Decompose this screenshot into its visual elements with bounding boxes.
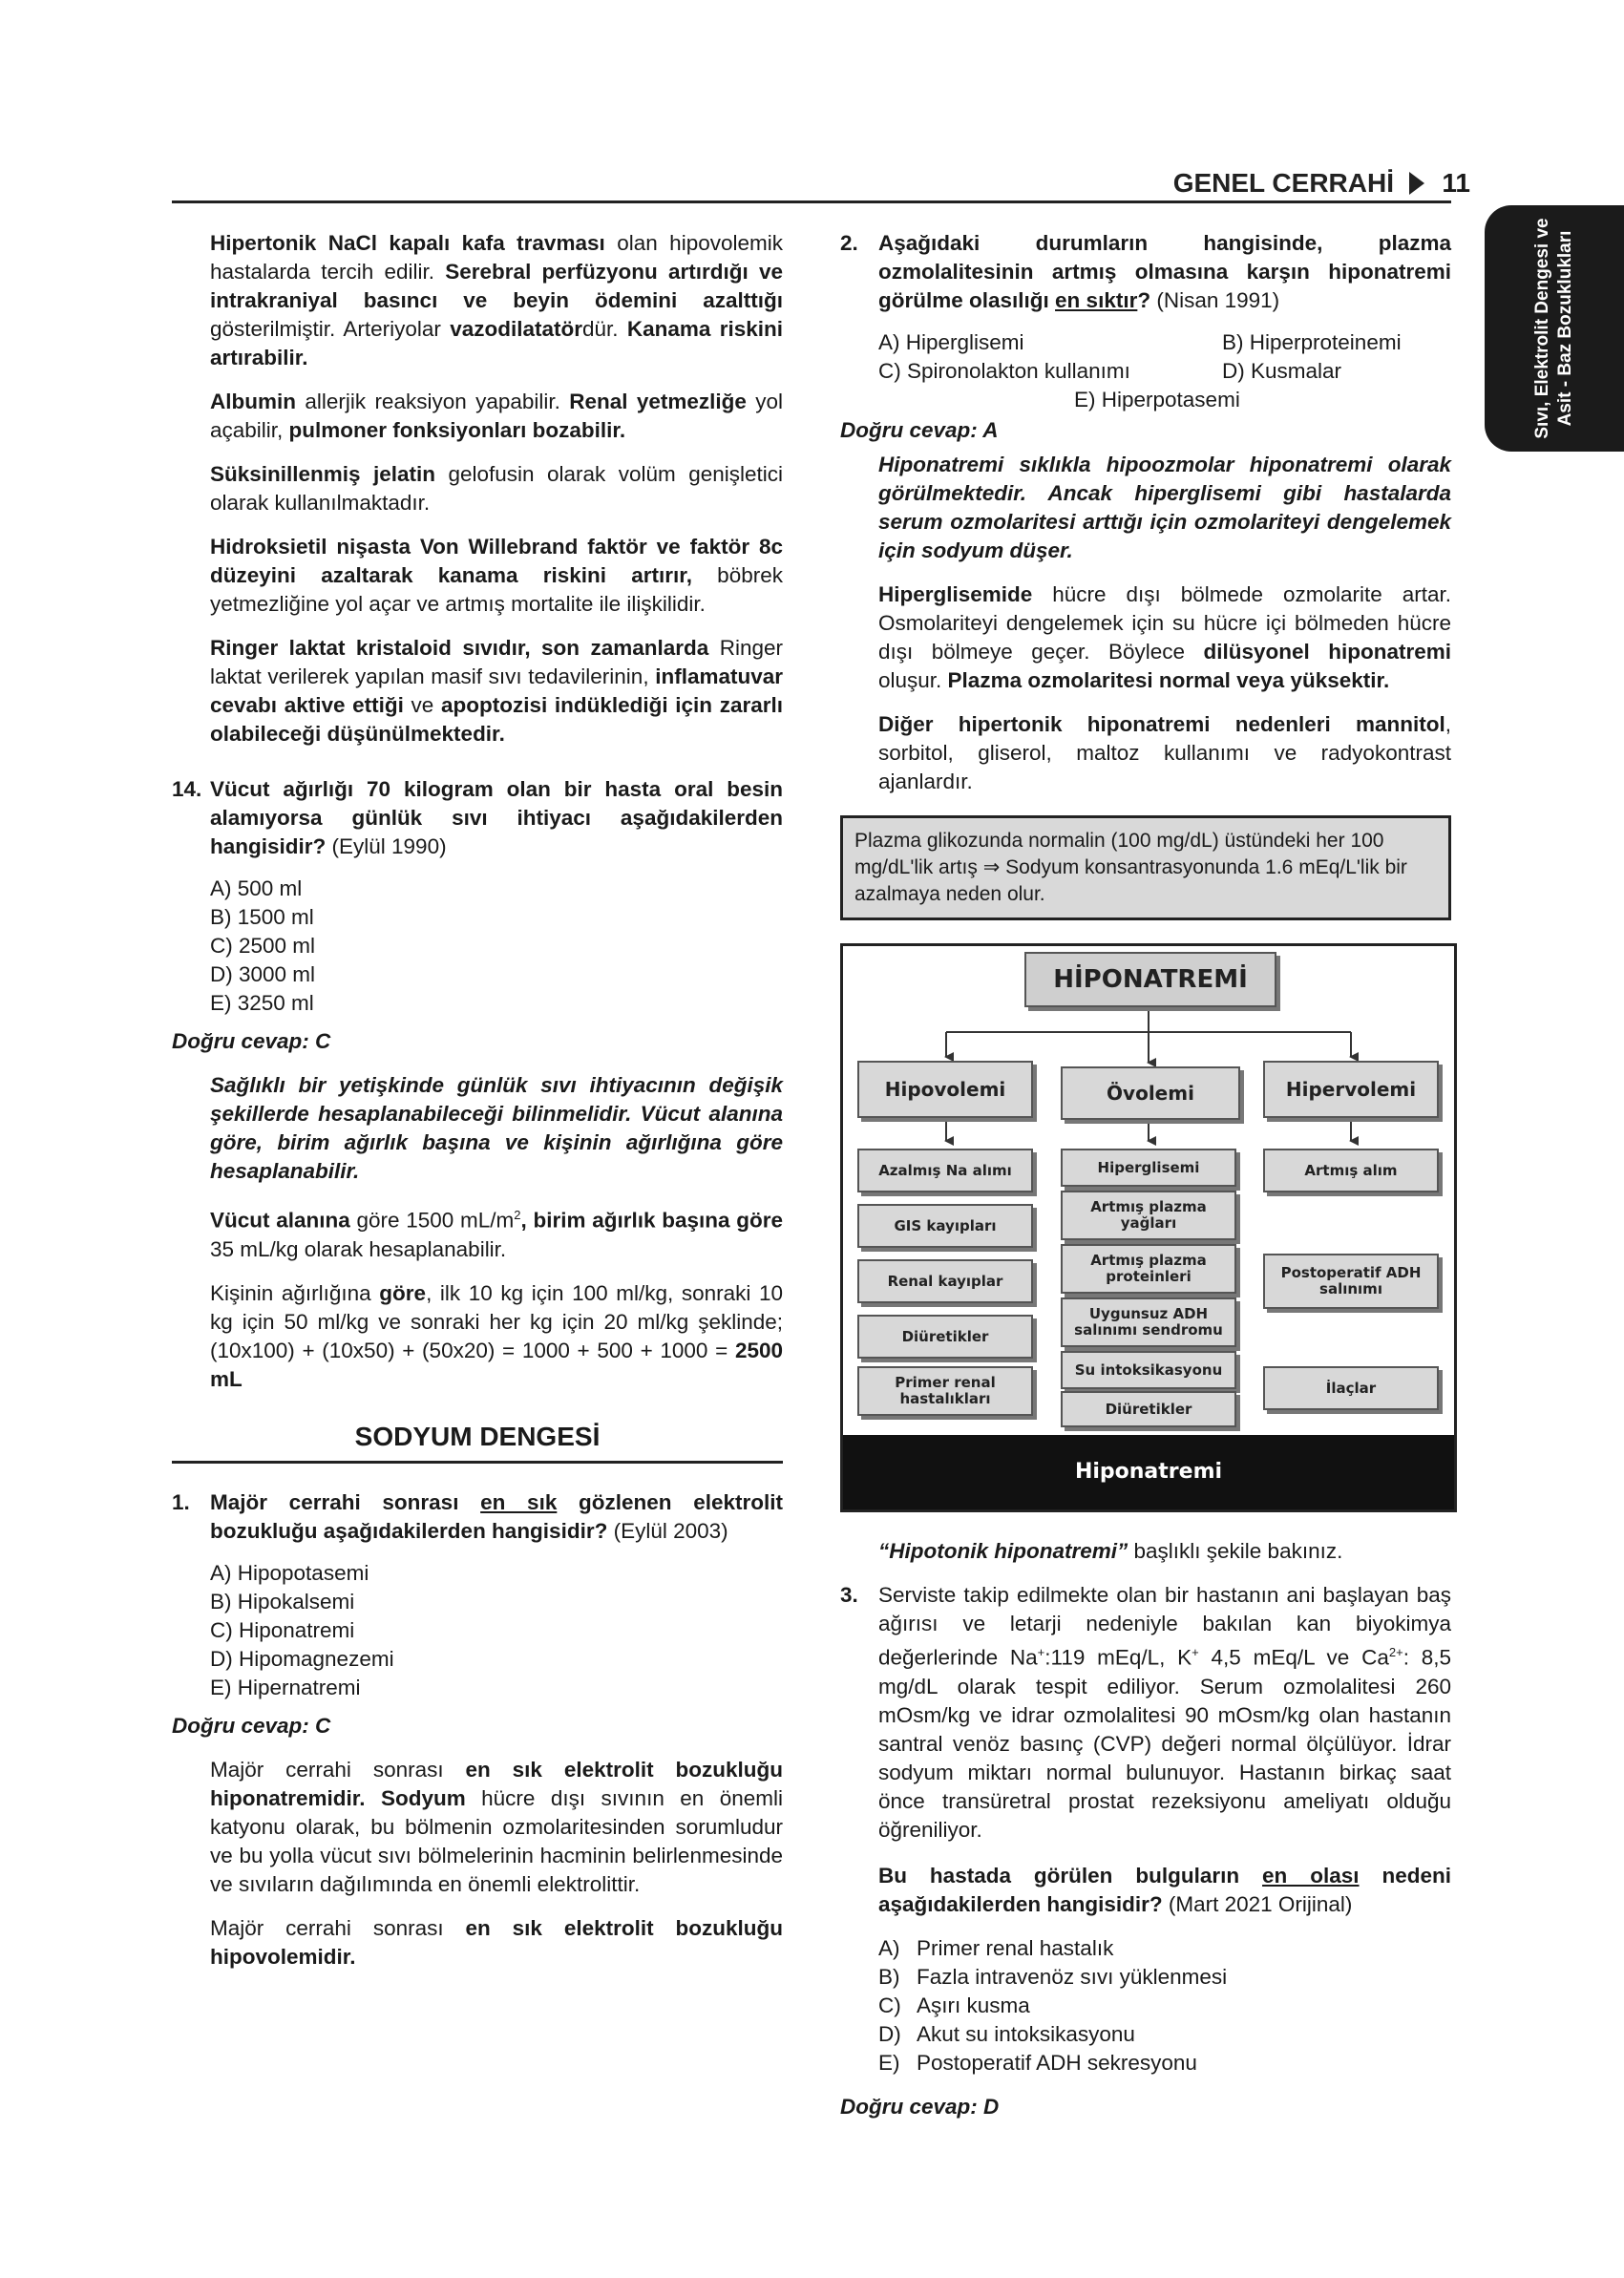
text-bold: Süksinillenmiş jelatin bbox=[210, 462, 436, 486]
text: gösterilmiştir. Arteriyolar bbox=[210, 317, 451, 341]
question-number: 2. bbox=[840, 231, 858, 255]
option-letter: A) bbox=[878, 330, 900, 354]
answer-q1: Doğru cevap: C bbox=[172, 1713, 331, 1738]
diagram-item: Diüretikler bbox=[857, 1315, 1033, 1359]
option-letter: B) bbox=[1222, 330, 1244, 354]
option-text: Aşırı kusma bbox=[917, 1993, 1030, 2017]
text-bold: 2500 mL bbox=[210, 1338, 783, 1391]
page-header bbox=[172, 164, 1470, 202]
option-text: Hipokalsemi bbox=[231, 1589, 355, 1614]
question-stem bbox=[210, 1488, 783, 1546]
diagram-item: Postoperatif ADH salınımı bbox=[1263, 1254, 1439, 1309]
explanation-q14-2 bbox=[210, 1201, 783, 1264]
superscript: 2 bbox=[514, 1208, 521, 1222]
text-bold: Hidroksietil nişasta Von Willebrand faktör ve faktör 8c düzeyini azaltarak kanama riskini artırır, bbox=[210, 535, 783, 587]
text: 4,5 mEq/L ve Ca bbox=[1198, 1645, 1389, 1670]
text-bold: Diğer hipertonik hiponatremi nedenleri mannitol bbox=[878, 712, 1445, 736]
question-1 bbox=[172, 1488, 783, 1546]
stem-text: ? bbox=[1137, 288, 1151, 312]
text-bold: Kanama riskini artırabilir. bbox=[210, 317, 784, 369]
option-text: Primer renal hastalık bbox=[917, 1935, 1114, 1960]
diagram-item: Azalmış Na alımı bbox=[857, 1149, 1033, 1192]
diagram-item: Primer renal hastalıkları bbox=[857, 1366, 1033, 1416]
option-letter: B) bbox=[210, 1589, 232, 1614]
option-a bbox=[210, 875, 783, 903]
option-letter: C) bbox=[210, 934, 233, 958]
text-bold: Ringer laktat kristaloid sıvıdır, son zamanlarda bbox=[210, 636, 709, 660]
question-3 bbox=[840, 1581, 1451, 1845]
chapter-side-tab bbox=[1485, 205, 1624, 452]
option-a bbox=[878, 1934, 1451, 1963]
options-q14 bbox=[210, 875, 783, 1018]
text: oluşur. bbox=[878, 668, 948, 692]
section-title: SODYUM DENGESİ bbox=[354, 1421, 601, 1451]
side-tab-line2: Asit - Baz Bozuklukları bbox=[1555, 230, 1575, 427]
text: :119 mEq/L, K bbox=[1044, 1645, 1192, 1670]
answer-q2: Doğru cevap: A bbox=[840, 418, 999, 442]
option-c bbox=[210, 1616, 783, 1645]
diagram-category-hipervolemi: Hipervolemi bbox=[1263, 1061, 1439, 1118]
text-bold: en sık elektrolit bozukluğu hiponatremidir. bbox=[210, 1757, 783, 1810]
explanation-q1-2 bbox=[210, 1914, 783, 1972]
text-bold: , bbox=[520, 1208, 534, 1233]
option-text: Hiperglisemi bbox=[899, 330, 1024, 354]
option-b bbox=[210, 903, 783, 932]
text-bold: göre bbox=[379, 1280, 427, 1305]
text: , sorbitol, gliserol, maltoz kullanımı ve radyokontrast ajanlardır. bbox=[878, 712, 1451, 793]
option-text: Akut su intoksikasyonu bbox=[917, 2021, 1135, 2046]
options-q1 bbox=[210, 1559, 783, 1702]
text-bold: inflamatuvar cevabı aktive ettiği bbox=[210, 664, 783, 717]
text-bold: Serebral perfüzyonu artırdığı ve intrakraniyal basıncı ve beyin ödemini azalttığı bbox=[210, 260, 783, 312]
stem-text: Aşağıdaki durumların hangisinde, plazma ozmolalitesinin artmış olmasına karşın hiponatremi görülme olasılığı bbox=[878, 231, 1451, 312]
option-letter: E) bbox=[210, 1675, 232, 1699]
paragraph-gelatin bbox=[210, 460, 783, 517]
diagram-item: Artmış alım bbox=[1263, 1149, 1439, 1192]
text: : 8,5 mg/dL olarak tespit ediliyor. Serum ozmolalitesi 260 mOsm/kg ve idrar ozmolalitesi 90 mOsm/kg olan hastanın santral venöz basınç (CVP) değeri normal ölçülüyor. İdrar sodyum miktarı normal bulunuyor. Hastanın birkaç saat önce transüretral prostat rezeksiyonu ameliyatı olduğu öğreniliyor. bbox=[878, 1645, 1451, 1842]
diagram-category-ovolemi: Övolemi bbox=[1061, 1066, 1240, 1120]
text: Serviste takip edilmekte olan bir hastanın ani başlayan baş ağırısı ve letarji nedeniyle bakılan kan biyokimya değerlerinde Na bbox=[878, 1583, 1451, 1670]
option-d bbox=[210, 1645, 783, 1674]
superscript: + bbox=[1037, 1645, 1045, 1659]
option-letter: D) bbox=[878, 2021, 901, 2046]
question-stem bbox=[210, 775, 783, 861]
option-letter: D) bbox=[1222, 359, 1245, 383]
text-bold: dilüsyonel hiponatremi bbox=[1203, 640, 1452, 664]
option-d bbox=[878, 2020, 1451, 2049]
diagram-item: GIS kayıpları bbox=[857, 1204, 1033, 1248]
text-bold: Sodyum bbox=[380, 1785, 466, 1810]
figure-reference bbox=[878, 1537, 1451, 1566]
option-letter: B) bbox=[878, 1964, 900, 1989]
stem-underlined: en sıktır bbox=[1055, 288, 1138, 312]
paragraph-hypertonic-nacl bbox=[210, 229, 783, 372]
explanation-q1-1 bbox=[210, 1756, 783, 1899]
question-number: 14. bbox=[172, 777, 202, 801]
text: Majör cerrahi sonrası bbox=[210, 1757, 466, 1782]
diagram-caption: Hiponatremi bbox=[843, 1435, 1454, 1509]
text: Majör cerrahi sonrası bbox=[210, 1915, 466, 1940]
paragraph-albumin bbox=[210, 388, 783, 445]
question-date: (Nisan 1991) bbox=[1150, 288, 1280, 312]
text-bold: Hiperglisemide bbox=[878, 582, 1033, 606]
paragraph-hydroxyethyl-starch bbox=[210, 533, 783, 619]
superscript: 2+ bbox=[1388, 1645, 1403, 1659]
option-e bbox=[878, 2049, 1451, 2078]
option-d bbox=[1222, 357, 1451, 386]
side-tab-line1: Sıvı, Elektrolit Dengesi ve bbox=[1532, 218, 1552, 439]
text-bold: en sık elektrolit bozukluğu hipovolemidir. bbox=[210, 1915, 783, 1969]
arrow-icon: ⇒ bbox=[982, 856, 1001, 878]
text: göre 1500 mL/m bbox=[349, 1208, 515, 1233]
section-rule bbox=[172, 1461, 783, 1464]
text: 35 mL/kg olarak hesaplanabilir. bbox=[210, 1236, 507, 1261]
question-number: 1. bbox=[172, 1489, 190, 1514]
stem-underlined: en sık bbox=[480, 1489, 558, 1514]
answer-q14: Doğru cevap: C bbox=[172, 1029, 331, 1053]
option-text: Hipopotasemi bbox=[231, 1560, 369, 1585]
text: başlıklı şekile bakınız. bbox=[1128, 1539, 1343, 1563]
diagram-item: Hiperglisemi bbox=[1061, 1149, 1236, 1187]
diagram-root: HİPONATREMİ bbox=[1024, 952, 1276, 1007]
option-letter: A) bbox=[210, 1560, 232, 1585]
text: ve bbox=[403, 693, 441, 717]
option-c bbox=[878, 1992, 1451, 2020]
explanation-q2-3 bbox=[878, 710, 1451, 796]
text-bold: Albumin bbox=[210, 390, 296, 413]
option-letter: E) bbox=[878, 2050, 900, 2075]
explanation-q2-1: Hiponatremi sıklıkla hipoozmolar hiponatremi olarak görülmektedir. Ancak hiperglisemi gibi hastalarda serum ozmolaritesi arttığı için ozmolariteyi dengelemek için sodyum düşer. bbox=[878, 453, 1451, 562]
text: hücre dışı bölmede ozmolarite artar. Osmolariteyi dengelemek için su hücre içi bölmeden hücre dışı bölmeye geçer. Böylece bbox=[878, 582, 1451, 664]
option-letter: E) bbox=[210, 991, 232, 1015]
question-date: (Mart 2021 Orijinal) bbox=[1162, 1891, 1353, 1916]
text-bold: na bbox=[325, 1208, 350, 1233]
side-tab-text bbox=[1531, 218, 1577, 438]
question-2 bbox=[840, 229, 1451, 315]
question-case bbox=[878, 1581, 1451, 1845]
question-number: 3. bbox=[840, 1583, 858, 1607]
text: Sodyum konsantrasyonunda 1.6 mEq/L'lik bir azalmaya neden olur. bbox=[854, 856, 1407, 905]
stem-text: Majör cerrahi sonrası bbox=[210, 1489, 481, 1514]
question-3-stem bbox=[878, 1862, 1451, 1919]
option-letter: D) bbox=[210, 1646, 233, 1671]
header-section-title: GENEL CERRAHİ bbox=[1172, 168, 1394, 198]
options-q3 bbox=[878, 1934, 1451, 2078]
option-c bbox=[878, 357, 1222, 386]
option-text: Hipomagnezemi bbox=[232, 1646, 394, 1671]
diagram-item: Uygunsuz ADH salınımı sendromu bbox=[1061, 1297, 1236, 1347]
option-letter: E) bbox=[1074, 388, 1096, 411]
info-box bbox=[840, 815, 1451, 920]
text-bold: Renal yetmezliğe bbox=[569, 390, 747, 413]
explanation-q2-2 bbox=[878, 580, 1451, 695]
option-e bbox=[210, 1674, 783, 1702]
stem-underlined: en olası bbox=[1262, 1863, 1360, 1888]
question-date: (Eylül 2003) bbox=[607, 1518, 728, 1543]
figure-title: “Hipotonik hiponatremi” bbox=[878, 1539, 1128, 1563]
option-b bbox=[210, 1588, 783, 1616]
diagram-item: İlaçlar bbox=[1263, 1366, 1439, 1410]
page-number: 11 bbox=[1442, 168, 1470, 198]
diagram-item: Su intoksikasyonu bbox=[1061, 1351, 1236, 1389]
text-bold: birim ağırlık başına göre bbox=[533, 1208, 783, 1233]
text: allerjik reaksiyon yapabilir. bbox=[296, 390, 570, 413]
hyponatremia-diagram bbox=[840, 943, 1457, 1512]
option-e bbox=[210, 989, 783, 1018]
diagram-item: Renal kayıplar bbox=[857, 1259, 1033, 1303]
answer-q3: Doğru cevap: D bbox=[840, 2094, 1000, 2119]
right-column bbox=[840, 229, 1451, 2137]
question-14 bbox=[172, 775, 783, 861]
option-text: Hiponatremi bbox=[232, 1617, 355, 1642]
option-text: Hiperproteinemi bbox=[1243, 330, 1402, 354]
text-bold: Plazma ozmolaritesi normal veya yüksektir. bbox=[947, 668, 1390, 692]
option-text: 3000 ml bbox=[232, 962, 316, 986]
option-a bbox=[210, 1559, 783, 1588]
text-bold: vazodilatatör bbox=[450, 317, 582, 341]
option-letter: A) bbox=[878, 1935, 900, 1960]
text-bold: Hipertonik NaCl kapalı kafa travması bbox=[210, 231, 605, 255]
stem-text: Vücut ağırlığı 70 kilogram olan bir hasta oral besin alamıyorsa günlük sıvı ihtiyacı aşağıdakilerden hangisidir? bbox=[210, 777, 783, 858]
option-c bbox=[210, 932, 783, 960]
explanation-q14-1: Sağlıklı bir yetişkinde günlük sıvı ihtiyacının değişik şekillerde hesaplanabileceği bilinmelidir. Vücut alanına göre, birim ağırlık başına ve kişinin ağırlığına göre hesaplanabilir. bbox=[210, 1073, 783, 1183]
left-column bbox=[172, 229, 783, 1987]
superscript: + bbox=[1192, 1645, 1199, 1659]
option-text: Spironolakton kullanımı bbox=[900, 359, 1130, 383]
option-text: 2500 ml bbox=[232, 934, 316, 958]
diagram-item: Diüretikler bbox=[1061, 1391, 1236, 1427]
option-text: Kusmalar bbox=[1244, 359, 1342, 383]
option-letter: D) bbox=[210, 962, 233, 986]
option-letter: C) bbox=[210, 1617, 233, 1642]
paragraph-ringer-lactate bbox=[210, 634, 783, 749]
stem-text: gözlenen elektrolit bozukluğu aşağıdakilerden hangisidir? bbox=[210, 1489, 783, 1543]
option-d bbox=[210, 960, 783, 989]
diagram-item: Artmış plazma yağları bbox=[1061, 1191, 1236, 1240]
text: Plazma glikozunda normalin (100 mg/dL) üstündeki her 100 mg/dL'lik artış bbox=[854, 830, 1384, 878]
option-b bbox=[1222, 328, 1451, 357]
option-text: Hipernatremi bbox=[231, 1675, 361, 1699]
text: Kişinin ağırlığına bbox=[210, 1280, 380, 1305]
option-e bbox=[1074, 386, 1451, 414]
text-bold: apoptozisi indüklediği için zararlı olabileceği düşünülmektedir. bbox=[210, 693, 783, 746]
option-a bbox=[878, 328, 1222, 357]
text: gelofusin olarak volüm genişletici olarak kullanılmaktadır. bbox=[210, 462, 784, 515]
option-letter: C) bbox=[878, 359, 901, 383]
option-b bbox=[878, 1963, 1451, 1992]
option-text: 1500 ml bbox=[231, 905, 314, 929]
question-date: (Eylül 1990) bbox=[326, 834, 447, 858]
text-bold: Vücut alanı bbox=[210, 1208, 326, 1233]
text: , ilk 10 kg için 100 ml/kg, sonraki 10 kg için 50 ml/kg ve sonraki her kg için 20 ml/kg şeklinde; (10x100) + (10x50) + (50x20) = 1000 + 500 + 1000 = bbox=[210, 1280, 783, 1362]
options-q2 bbox=[878, 328, 1451, 386]
question-stem bbox=[878, 229, 1451, 315]
stem-text: Bu hastada görülen bulguların bbox=[878, 1863, 1263, 1888]
text: dür. bbox=[582, 317, 627, 341]
explanation-q14-3 bbox=[210, 1279, 783, 1394]
stem-text: nedeni aşağıdakilerden hangisidir? bbox=[878, 1863, 1451, 1916]
text: Ringer laktat verilerek yapılan masif sıvı tedavilerinin, bbox=[210, 636, 783, 688]
header-rule bbox=[172, 200, 1451, 203]
diagram-category-hipovolemi: Hipovolemi bbox=[857, 1061, 1033, 1118]
text: hücre dışı sıvının en önemli katyonu olarak, bu bölmenin ozmolaritesinden sorumludur ve bu yolla vücut sıvı bölmelerinin hacminin belirlenmesinde ve sıvıların dağılımında en önemli elektrolittir. bbox=[210, 1785, 783, 1896]
text: olan hipovolemik hastalarda tercih edilir. bbox=[210, 231, 783, 284]
text-bold: pulmoner fonksiyonları bozabilir. bbox=[288, 418, 626, 442]
option-text: Postoperatif ADH sekresyonu bbox=[917, 2050, 1197, 2075]
text: yol açabilir, bbox=[210, 390, 784, 442]
text bbox=[366, 1786, 381, 1810]
option-text: 3250 ml bbox=[231, 991, 314, 1015]
diagram-item: Artmış plazma proteinleri bbox=[1061, 1244, 1236, 1294]
option-letter: B) bbox=[210, 905, 232, 929]
header-triangle-icon bbox=[1409, 172, 1424, 195]
option-letter: A) bbox=[210, 876, 232, 900]
option-text: 500 ml bbox=[231, 876, 303, 900]
text: böbrek yetmezliğine yol açar ve artmış mortalite ile ilişkilidir. bbox=[210, 563, 783, 616]
option-letter: C) bbox=[878, 1993, 901, 2017]
option-text: Fazla intravenöz sıvı yüklenmesi bbox=[917, 1964, 1228, 1989]
option-text: Hiperpotasemi bbox=[1095, 388, 1240, 411]
